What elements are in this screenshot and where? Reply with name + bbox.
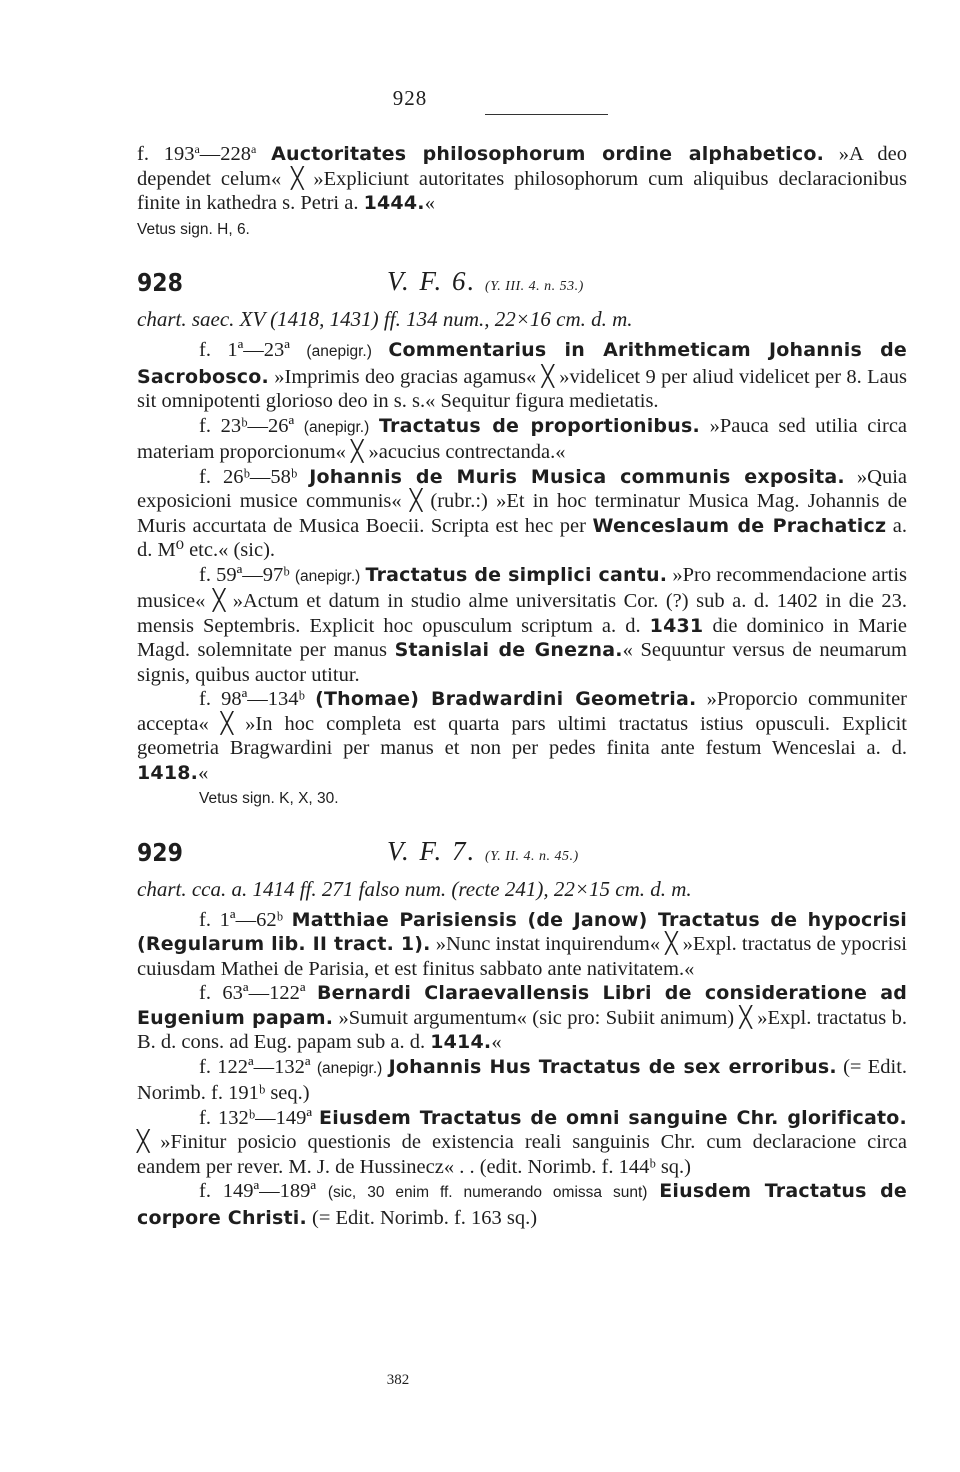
item-text: (= Edit. Norimb. f. 191ᵇ seq.) — [137, 1055, 908, 1104]
item-note: (sic, 30 enim ff. numerando omissa sunt) — [327, 1184, 648, 1201]
item-text: »Pauca sed utilia circa materiam proporcionum« ╳ »acucius contrectanda.« — [137, 414, 908, 463]
item-text-end: « Sequuntur versus de neumarum signis, quibus auctor utitur. — [137, 639, 908, 686]
item-title: Tractatus de proportionibus. — [378, 414, 700, 437]
entry-928-heading — [137, 266, 907, 304]
item-folio: f. 23ᵇ—26ª — [199, 414, 295, 437]
intro-entry — [137, 142, 907, 216]
item-title: Johannis de Muris Musica communis exposita. — [309, 465, 845, 488]
page-number: 928 — [392, 86, 428, 110]
entry-ref: (Y. II. 4. n. 45.) — [485, 848, 579, 864]
item-text-end: « — [198, 761, 209, 784]
item-text-end: a. d. M⁰ etc.« (sic). — [137, 514, 908, 561]
intro-year: 1444. — [363, 192, 425, 214]
entry-928-vetus: Vetus sign. K, X, 30. — [199, 790, 339, 807]
intro-folio: f. 193$^a$—228$^a$ — [137, 142, 257, 165]
entry-number: 929 — [137, 837, 183, 867]
entry-928-chart: chart. saec. XV (1418, 1431) ff. 134 num., 22×16 cm. d. m. — [137, 307, 633, 331]
item-folio: f. 149ª—189ª — [199, 1180, 317, 1202]
intro-end: « — [424, 192, 435, 214]
item-title: Eiusdem Tractatus de omni sanguine Chr. glorificato. — [319, 1106, 907, 1129]
item-text: (= Edit. Norimb. f. 163 sq.) — [312, 1206, 538, 1229]
item-text: »Pro recommendacione artis musice« ╳ »Actum et datum in studio alme universitatis Cor. (?) sub a. d. 1402 in die 23. mensis Septembris. Explicit hoc opusculum scriptum a. d. — [137, 563, 908, 637]
item-folio: f. 1ª—23ª — [199, 339, 290, 361]
item-title: Commentarius in Arithmeticam Johannis de Sacrobosco. — [137, 339, 907, 388]
entry-signature: V. F. 6. (Y. III. 4. n. 53.) — [387, 266, 584, 296]
entry-number: 928 — [137, 268, 183, 297]
entry-929-item-5 — [137, 1179, 907, 1230]
entry-929-item-4 — [137, 1106, 907, 1180]
intro-title: Auctoritates philosophorum ordine alphabetico. — [271, 143, 824, 165]
item-title: Eiusdem Tractatus de corpore Christi. — [137, 1180, 907, 1229]
intro-vetus: Vetus sign. H, 6. — [137, 220, 250, 238]
item-note: (anepigr.) — [306, 343, 372, 360]
item-text: »Sumuit argumentum« (sic pro: Subiit animum) ╳ »Expl. tractatus b. B. d. cons. ad Eug. papam sub a. d. — [137, 1006, 907, 1053]
item-text-mid: die dominico in Marie Magd. solemnitate per manus — [137, 614, 908, 661]
item-folio: f. 26ᵇ—58ᵇ — [199, 465, 298, 488]
item-year: 1431 — [649, 614, 704, 637]
entry-929-heading — [137, 836, 907, 874]
item-title: (Thomae) Bradwardini Geometria. — [315, 688, 697, 710]
item-scribe: Wenceslaum de Prachaticz — [592, 514, 887, 537]
entry-signature: V. F. 7. (Y. II. 4. n. 45.) — [387, 835, 579, 866]
entry-929-item-1 — [137, 908, 907, 982]
header-rule — [485, 114, 608, 115]
footer-number: 382 — [386, 1372, 410, 1388]
item-folio: f. 59ª—97ᵇ — [199, 563, 290, 586]
item-text: »Proporcio communiter accepta« ╳ »In hoc completa est quarta pars ultimi tractatus istius opusculi. Explicit geometria Bragwardini per manus et non per pedes finita ante festum Wenceslai a. d. — [137, 688, 907, 759]
entry-929-item-2 — [137, 981, 907, 1055]
entry-928-item-3 — [137, 465, 907, 563]
item-title: Johannis Hus Tractatus de sex erroribus. — [388, 1055, 837, 1078]
item-folio: f. 1ª—62ᵇ — [199, 908, 283, 931]
item-text: »Nunc instat inquirendum« ╳ »Expl. tractatus de ypocrisi cuiusdam Mathei de Parisia, et est finitus sabbato ante nativitatem.« — [137, 933, 907, 980]
item-note: (anepigr.) — [294, 567, 361, 585]
item-text-end: « — [491, 1031, 502, 1053]
item-folio: f. 98ª—134ᵇ — [199, 688, 305, 710]
item-note: (anepigr.) — [316, 1059, 383, 1077]
item-text: »Quia exposicioni musice communis« ╳ (rubr.:) »Et in hoc terminatur Musica Mag. Johannis de Muris accurtata de Musica Boecii. Scripta est hec per — [137, 465, 908, 537]
entry-929-chart: chart. cca. a. 1414 ff. 271 falso num. (recte 241), 22×15 cm. d. m. — [137, 876, 692, 901]
item-folio: f. 122ª—132ª — [199, 1055, 311, 1078]
item-folio: f. 63ª—122ª — [199, 982, 306, 1004]
intro-text: »A deo dependet celum« ╳ »Expliciunt autoritates philosophorum cum aliquibus declaracionibus finite in kathedra s. Petri a. — [137, 143, 908, 214]
entry-928-item-5 — [137, 687, 907, 785]
item-text: ╳ »Finitur posicio questionis de existencia reali sanguinis Chr. cum declaracione circa eandem per rever. M. J. de Hussinecz« . . (edit. Norimb. f. 144ᵇ sq.) — [137, 1131, 907, 1178]
entry-929-item-3 — [137, 1055, 907, 1106]
item-title: Bernardi Claraevallensis Libri de consideratione ad Eugenium papam. — [137, 982, 908, 1029]
entry-928-item-4 — [137, 563, 907, 688]
entry-928-item-2 — [137, 414, 907, 465]
page-body — [137, 142, 907, 1230]
item-title: Tractatus de simplici cantu. — [365, 563, 668, 586]
item-folio: f. 132ᵇ—149ª — [199, 1106, 312, 1129]
item-text: »Imprimis deo gracias agamus« ╳ »videlicet 9 per aliud videlicet per 8. Laus sit omnipotenti glorioso deo in s. s.« Sequitur figura medietatis. — [137, 365, 907, 412]
item-scribe: Stanislai de Gnezna. — [394, 639, 623, 661]
entry-ref: (Y. III. 4. n. 53.) — [485, 279, 584, 294]
item-note: (anepigr.) — [303, 418, 370, 436]
item-year: 1414. — [430, 1031, 492, 1053]
entry-928-item-1 — [137, 338, 907, 414]
item-title: Matthiae Parisiensis (de Janow) Tractatus de hypocrisi (Regularum lib. II tract. 1). — [137, 908, 907, 955]
item-year: 1418. — [137, 761, 199, 784]
